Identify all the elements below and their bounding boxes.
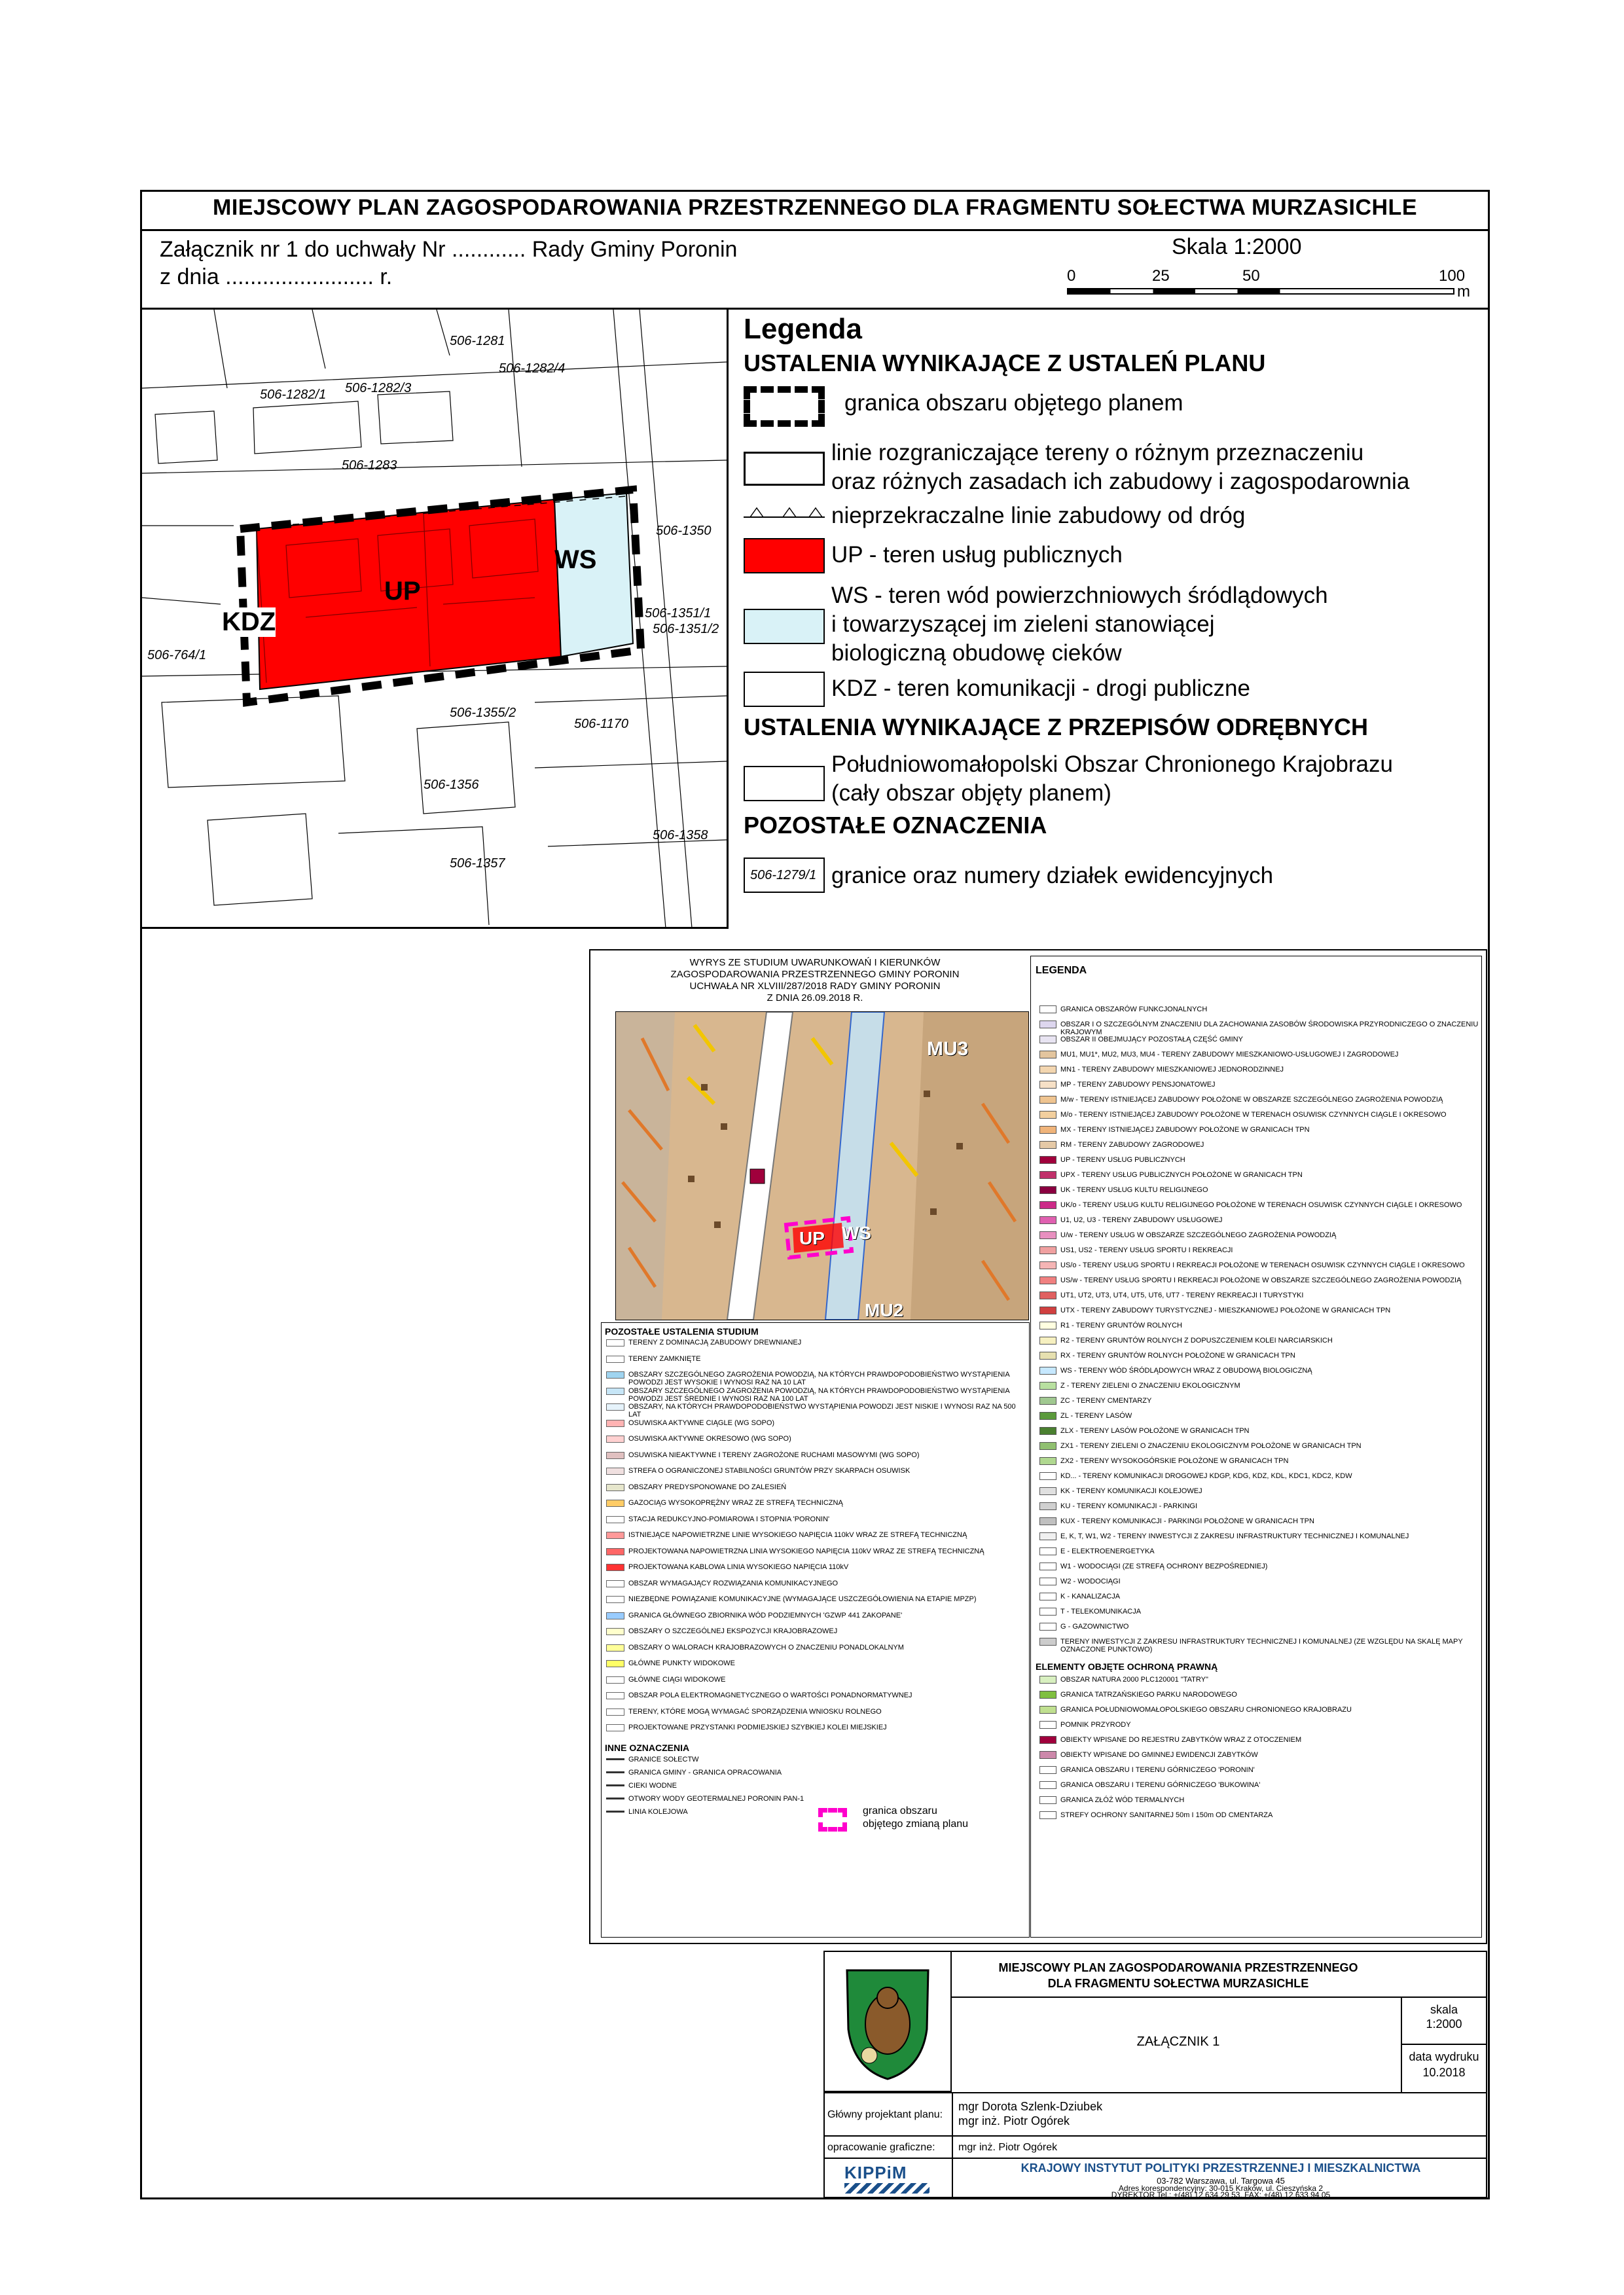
protected-swatch (1039, 1691, 1056, 1699)
pozostale-swatch (606, 1596, 624, 1603)
legend-section-plan: USTALENIA WYNIKAJĄCE Z USTALEŃ PLANU (744, 350, 1266, 376)
study-legend-item: ZL - TERENY LASÓW (1060, 1412, 1132, 1420)
plan-title: MIEJSCOWY PLAN ZAGOSPODAROWANIA PRZESTRZENNEGO DLA FRAGMENTU SOŁECTWA MURZASICHLE (213, 195, 1417, 220)
legend-kdz: KDZ - teren komunikacji - drogi publiczne (831, 676, 1250, 701)
tb-date-label: data wydruku (1409, 2050, 1479, 2063)
scale-tick-25: 25 (1152, 267, 1170, 285)
parcel-label: 506-1281 (450, 334, 505, 348)
study-legend-swatch (1039, 1081, 1056, 1089)
study-legend-swatch (1039, 1216, 1056, 1224)
study-legend-item: OBSZAR I O SZCZEGÓLNYM ZNACZENIU DLA ZACHOWANIA ZASOBÓW ŚRODOWISKA PRZYRODNICZEGO O ZNACZENIU KRAJOWYM (1060, 1021, 1479, 1036)
ws-swatch (744, 609, 825, 644)
pozostale-item: OSUWISKA AKTYWNE OKRESOWO (WG SOPO) (628, 1435, 791, 1443)
study-legend-swatch (1039, 1442, 1056, 1450)
pozostale-item: ISTNIEJĄCE NAPOWIETRZNE LINIE WYSOKIEGO NAPIĘCIA 110kV WRAZ ZE STREFĄ TECHNICZNĄ (628, 1531, 967, 1539)
study-legend-item: E - ELEKTROENERGETYKA (1060, 1547, 1155, 1555)
study-legend-item: TERENY INWESTYCJI Z ZAKRESU INFRASTRUKTURY TECHNICZNEJ I KOMUNALNEJ (ZE WZGLĘDU NA SKALĘ MAPY OZNACZONE PUNKTOWO) (1060, 1638, 1463, 1653)
inne-item: GRANICE SOŁECTW (628, 1756, 699, 1763)
scale-bar (1067, 267, 1473, 300)
pozostale-swatch (606, 1676, 624, 1684)
tb-institute: KRAJOWY INSTYTUT POLITYKI PRZESTRZENNEJ I MIESZKALNICTWA (1020, 2161, 1421, 2175)
inne-item: OTWORY WODY GEOTERMALNEJ PORONIN PAN-1 (628, 1795, 804, 1803)
study-legend-swatch (1039, 1126, 1056, 1134)
legend-section-other: POZOSTAŁE OZNACZENIA (744, 812, 1047, 839)
study-legend-item: U1, U2, U3 - TERENY ZABUDOWY USŁUGOWEJ (1060, 1216, 1223, 1224)
protected-item: GRANICA OBSZARU I TERENU GÓRNICZEGO 'PORONIN' (1060, 1766, 1255, 1774)
pozostale-item: STACJA REDUKCYJNO-POMIAROWA I STOPNIA 'PORONIN' (628, 1515, 830, 1523)
protected-item: OBIEKTY WPISANE DO GMINNEJ EWIDENCJI ZABYTKÓW (1060, 1751, 1258, 1759)
change-boundary-label-2: objętego zmianą planu (863, 1818, 969, 1830)
pozostale-item: OBSZARY O SZCZEGÓLNEJ EKSPOZYCJI KRAJOBRAZOWEJ (628, 1627, 838, 1635)
pozostale-item: TERENY, KTÓRE MOGĄ WYMAGAĆ SPORZĄDZENIA WNIOSKU ROLNEGO (628, 1708, 882, 1716)
zone-label-up: UP (384, 577, 421, 605)
pozostale-swatch (606, 1644, 624, 1652)
study-legend-item: RM - TERENY ZABUDOWY ZAGRODOWEJ (1060, 1141, 1204, 1149)
pozostale-swatch (606, 1628, 624, 1635)
study-legend-swatch (1039, 1051, 1056, 1058)
lines-symbol (744, 452, 825, 486)
study-legend-item: MX - TERENY ISTNIEJĄCEJ ZABUDOWY POŁOŻONE W GRANICACH TPN (1060, 1126, 1310, 1134)
tb-date-value: 10.2018 (1422, 2066, 1466, 2079)
study-legend-swatch (1039, 1578, 1056, 1585)
study-legend-swatch (1039, 1397, 1056, 1405)
kippim-logo-stripes (844, 2183, 929, 2194)
study-legend-item: KU - TERENY KOMUNIKACJI - PARKINGI (1060, 1502, 1198, 1510)
pozostale-item: TERENY ZAMKNIĘTE (628, 1355, 701, 1363)
study-legend-item: OBSZAR II OBEJMUJĄCY POZOSTAŁĄ CZĘŚĆ GMINY (1060, 1036, 1243, 1043)
study-legend-swatch (1039, 1427, 1056, 1435)
protected-item: GRANICA OBSZARU I TERENU GÓRNICZEGO 'BUKOWINA' (1060, 1781, 1261, 1789)
tb-graphics-name: mgr inż. Piotr Ogórek (958, 2142, 1058, 2153)
zone-label-kdz: KDZ (222, 607, 276, 636)
pozostale-item: TERENY Z DOMINACJĄ ZABUDOWY DREWNIANEJ (628, 1339, 802, 1346)
study-legend-item: U/w - TERENY USŁUG W OBSZARZE SZCZEGÓLNEGO ZAGROŻENIA POWODZIĄ (1060, 1231, 1337, 1239)
pozostale-item: GŁÓWNE CIĄGI WIDOKOWE (628, 1676, 726, 1684)
parcel-label: 506-1358 (653, 828, 708, 842)
inne-swatch (606, 1771, 624, 1773)
study-legend-swatch (1039, 1382, 1056, 1390)
study-legend-item: KK - TERENY KOMUNIKACJI KOLEJOWEJ (1060, 1487, 1202, 1495)
protected-item: STREFY OCHRONY SANITARNEJ 50m I 150m OD CMENTARZA (1060, 1811, 1273, 1819)
tb-attachment: ZAŁĄCZNIK 1 (1136, 2034, 1220, 2049)
study-label-mu3: MU3 (927, 1038, 969, 1060)
pozostale-swatch (606, 1708, 624, 1716)
tb-address-3: DYREKTOR Tel.: +(48) 12 634 29 53, FAX: +(48) 12 633 94 05 (1111, 2190, 1331, 2199)
pozostale-swatch (606, 1724, 624, 1731)
study-legend-swatch (1039, 1412, 1056, 1420)
study-legend-swatch (1039, 1096, 1056, 1104)
study-legend-swatch (1039, 1246, 1056, 1254)
pozostale-swatch (606, 1660, 624, 1667)
tb-row-line-3 (823, 2135, 1487, 2137)
study-legend-item: US1, US2 - TERENY USŁUG SPORTU I REKREACJI (1060, 1246, 1233, 1254)
tb-graphics-label: opracowanie graficzne: (827, 2142, 935, 2153)
tb-scale-label: skala (1430, 2003, 1458, 2016)
study-legend-swatch (1039, 1276, 1056, 1284)
study-legend-item: UT1, UT2, UT3, UT4, UT5, UT6, UT7 - TERENY REKREACJI I TURYSTYKI (1060, 1292, 1304, 1299)
legend-ws-1: WS - teren wód powierzchniowych śródlądowych (831, 583, 1328, 608)
pozostale-item: OBSZARY SZCZEGÓLNEGO ZAGROŻENIA POWODZIĄ, NA KTÓRYCH PRAWDOPODOBIEŃSTWO WYSTĄPIENIA POWODZI JEST WYSOKIE I WYNOSI RAZ NA 10 LAT (628, 1371, 1010, 1386)
study-legend-swatch (1039, 1547, 1056, 1555)
study-legend-swatch (1039, 1005, 1056, 1013)
pozostale-swatch (606, 1516, 624, 1523)
parcel-label: 506-1282/4 (499, 361, 566, 376)
tb-designer-label: Główny projektant planu: (827, 2109, 943, 2120)
pozostale-item: OBSZARY SZCZEGÓLNEGO ZAGROŻENIA POWODZIĄ, NA KTÓRYCH PRAWDOPODOBIEŃSTWO WYSTĄPIENIA POWODZI JEST ŚREDNIE I WYNOSI RAZ NA 100 LAT (628, 1387, 1010, 1403)
parcel-label: 506-1355/2 (450, 706, 516, 720)
study-legend-item: US/w - TERENY USŁUG SPORTU I REKREACJI POŁOŻONE W OBSZARZE SZCZEGÓLNEGO ZAGROŻENIA POWODZIĄ (1060, 1276, 1462, 1284)
protected-swatch (1039, 1811, 1056, 1819)
protected-item: POMNIK PRZYRODY (1060, 1721, 1131, 1729)
pozostale-item: OSUWISKA AKTYWNE CIĄGLE (WG SOPO) (628, 1419, 775, 1427)
zone-label-ws: WS (554, 545, 597, 574)
scale-label: Skala 1:2000 (1172, 234, 1302, 259)
study-title (602, 957, 1028, 1004)
legend-protected-2: (cały obszar objęty planem) (831, 780, 1111, 806)
study-title-4: Z DNIA 26.09.2018 R. (767, 992, 863, 1003)
pozostale-item: OBSZARY O WALORACH KRAJOBRAZOWYCH O ZNACZENIU PONADLOKALNYM (628, 1644, 904, 1652)
pozostale-swatch (606, 1500, 624, 1507)
study-legend-item: W1 - WODOCIĄGI (ZE STREFĄ OCHRONY BEZPOŚREDNIEJ) (1060, 1563, 1268, 1570)
protected-item: OBIEKTY WPISANE DO REJESTRU ZABYTKÓW WRAZ Z OTOCZENIEM (1060, 1736, 1302, 1744)
study-map (615, 1011, 1029, 1320)
study-legend-item: UTX - TERENY ZABUDOWY TURYSTYCZNEJ - MIESZKANIOWEJ POŁOŻONE W GRANICACH TPN (1060, 1307, 1391, 1314)
study-legend-swatch (1039, 1457, 1056, 1465)
protected-swatch (744, 766, 825, 801)
study-legend-item: R2 - TERENY GRUNTÓW ROLNYCH Z DOPUSZCZENIEM KOLEI NARCIARSKICH (1060, 1337, 1333, 1345)
study-legend-item: UPX - TERENY USŁUG PUBLICZNYCH POŁOŻONE W GRANICACH TPN (1060, 1171, 1303, 1179)
pozostale-item: OSUWISKA NIEAKTYWNE I TERENY ZAGROŻONE RUCHAMI MASOWYMI (WG SOPO) (628, 1451, 920, 1459)
scale-tick-100: 100 (1439, 267, 1466, 285)
study-legend-swatch (1039, 1337, 1056, 1345)
study-title-3: UCHWAŁA NR XLVIII/287/2018 RADY GMINY PORONIN (689, 981, 941, 992)
study-legend-item: E, K, T, W1, W2 - TERENY INWESTYCJI Z ZAKRESU INFRASTRUKTURY TECHNICZNEJ I KOMUNALNEJ (1060, 1532, 1409, 1540)
inne-swatch (606, 1798, 624, 1799)
scale-tick-0: 0 (1067, 267, 1076, 285)
protected-item: OBSZAR NATURA 2000 PLC120001 "TATRY" (1060, 1676, 1208, 1684)
pozostale-swatch (606, 1484, 624, 1491)
legend-ws-2: i towarzyszącej im zieleni stanowiącej (831, 611, 1215, 637)
study-legend-swatch (1039, 1036, 1056, 1043)
study-legend-swatch (1039, 1367, 1056, 1375)
protected-swatch (1039, 1766, 1056, 1774)
plan-map (142, 310, 727, 928)
study-legend-swatch (1039, 1156, 1056, 1164)
pozostale-swatch (606, 1692, 624, 1699)
study-legend-item: GRANICA OBSZARÓW FUNKCJONALNYCH (1060, 1005, 1208, 1013)
legend-section-other-regs: USTALENIA WYNIKAJĄCE Z PRZEPISÓW ODRĘBNYCH (744, 714, 1369, 740)
inne-item: GRANICA GMINY - GRANICA OPRACOWANIA (628, 1769, 782, 1777)
pozostale-swatch (606, 1452, 624, 1459)
study-legend-item: KD... - TERENY KOMUNIKACJI DROGOWEJ KDGP, KDG, KDZ, KDL, KDC1, KDC2, KDW (1060, 1472, 1352, 1480)
study-legend-item: MU1, MU1*, MU2, MU3, MU4 - TERENY ZABUDOWY MIESZKANIOWO-USŁUGOWEJ I ZAGRODOWEJ (1060, 1051, 1399, 1058)
study-label-up: UP (799, 1228, 825, 1248)
pozostale-swatch (606, 1388, 624, 1395)
pozostale-swatch (606, 1532, 624, 1539)
protected-swatch (1039, 1706, 1056, 1714)
kippim-logo-text: KIPPiM (844, 2163, 907, 2182)
tb-row-line-1 (952, 1997, 1487, 1998)
study-legend-swatch (1039, 1186, 1056, 1194)
study-legend-swatch (1039, 1307, 1056, 1314)
pozostale-swatch (606, 1356, 624, 1363)
parcel-label: 506-1282/3 (345, 381, 412, 395)
study-label-mu2: MU2 (865, 1300, 904, 1320)
study-legend-item: KUX - TERENY KOMUNIKACJI - PARKINGI POŁOŻONE W GRANICACH TPN (1060, 1517, 1314, 1525)
study-legend-item: M/o - TERENY ISTNIEJĄCEJ ZABUDOWY POŁOŻONE W TERENACH OSUWISK CZYNNYCH CIĄGLE I OKRESOWO (1060, 1111, 1447, 1119)
study-legend-swatch (1039, 1171, 1056, 1179)
study-legend-swatch (1039, 1638, 1056, 1646)
study-legend-item: UK/o - TERENY USŁUG KULTU RELIGIJNEGO POŁOŻONE W TERENACH OSUWISK CZYNNYCH CIĄGLE I OKRESOWO (1060, 1201, 1462, 1209)
study-legend-item: UK - TERENY USŁUG KULTU RELIGIJNEGO (1060, 1186, 1208, 1194)
parcel-label: 506-1350 (656, 524, 712, 538)
pozostale-item: PROJEKTOWANE PRZYSTANKI PODMIEJSKIEJ SZYBKIEJ KOLEI MIEJSKIEJ (628, 1724, 887, 1731)
map-divider-v (727, 308, 729, 928)
pozostale-item: PROJEKTOWANA KABLOWA LINIA WYSOKIEGO NAPIĘCIA 110kV (628, 1563, 849, 1571)
tb-address-1: 03-782 Warszawa, ul. Targowa 45 (1157, 2176, 1285, 2186)
study-legend-swatch (1039, 1593, 1056, 1600)
pozostale-swatch (606, 1564, 624, 1571)
study-legend-item: W2 - WODOCIĄGI (1060, 1578, 1121, 1585)
protected-title: ELEMENTY OBJĘTE OCHRONĄ PRAWNĄ (1036, 1661, 1218, 1672)
study-legend-swatch (1039, 1066, 1056, 1074)
study-legend-swatch (1039, 1201, 1056, 1209)
tb-row-line-4 (823, 2158, 1487, 2159)
study-legend-item: MN1 - TERENY ZABUDOWY MIESZKANIOWEJ JEDNORODZINNEJ (1060, 1066, 1284, 1074)
kippim-logo (844, 2163, 929, 2196)
study-title-2: ZAGOSPODAROWANIA PRZESTRZENNEGO GMINY PORONIN (670, 969, 960, 980)
pozostale-item: OBSZARY, NA KTÓRYCH PRAWDOPODOBIEŃSTWO WYSTĄPIENIA POWODZI JEST NISKIE I WYNOSI RAZ NA 500 LAT (628, 1403, 1016, 1419)
building-line-symbol (744, 504, 825, 520)
protected-swatch (1039, 1781, 1056, 1789)
pozostale-item: STREFA O OGRANICZONEJ STABILNOŚCI GRUNTÓW PRZY SKARPACH OSUWISK (628, 1467, 911, 1475)
legend-boundary: granica obszaru objętego planem (844, 390, 1183, 416)
study-legend-item: UP - TERENY USŁUG PUBLICZNYCH (1060, 1156, 1185, 1164)
pozostale-item: GŁÓWNE PUNKTY WIDOKOWE (628, 1659, 735, 1667)
attachment-line: Załącznik nr 1 do uchwały Nr ............ Rady Gminy Poronin (160, 237, 738, 262)
pozostale-swatch (606, 1468, 624, 1475)
coat-of-arms (843, 1964, 932, 2082)
protected-swatch (1039, 1721, 1056, 1729)
protected-swatch (1039, 1676, 1056, 1684)
study-legend-title: LEGENDA (1036, 965, 1087, 976)
protected-item: GRANICA TATRZAŃSKIEGO PARKU NARODOWEGO (1060, 1691, 1237, 1699)
inne-swatch (606, 1758, 624, 1760)
pozostale-title: POZOSTAŁE USTALENIA STUDIUM (605, 1326, 759, 1337)
study-legend-swatch (1039, 1352, 1056, 1360)
parcel-label: 506-1282/1 (260, 388, 327, 402)
scale-bar-graphic (1067, 288, 1454, 295)
legend-building-lines: nieprzekraczalne linie zabudowy od dróg (831, 503, 1246, 528)
study-legend-swatch (1039, 1608, 1056, 1616)
pozostale-item: OBSZAR WYMAGAJĄCY ROZWIĄZANIA KOMUNIKACYJNEGO (628, 1580, 839, 1587)
tb-scale-value: 1:2000 (1426, 2017, 1462, 2031)
pozostale-swatch (606, 1436, 624, 1443)
legend-title: Legenda (744, 313, 862, 345)
study-legend-swatch (1039, 1472, 1056, 1480)
inne-swatch (606, 1784, 624, 1786)
change-boundary-symbol (818, 1808, 847, 1832)
ws-zone (554, 493, 633, 657)
legend-parcels: granice oraz numery działek ewidencyjnych (831, 863, 1274, 888)
header-divider (140, 229, 1490, 231)
parcel-label: 506-1351/2 (653, 622, 719, 636)
study-legend-item: ZX2 - TERENY WYSOKOGÓRSKIE POŁOŻONE W GRANICACH TPN (1060, 1457, 1289, 1465)
study-legend-item: K - KANALIZACJA (1060, 1593, 1121, 1600)
legend-lines-2: oraz różnych zasadach ich zabudowy i zagospodarownia (831, 469, 1410, 494)
legend-up: UP - teren usług publicznych (831, 542, 1123, 568)
study-legend-swatch (1039, 1322, 1056, 1329)
change-boundary-label-1: granica obszaru (863, 1805, 937, 1816)
protected-item: GRANICA ZŁÓŻ WÓD TERMALNYCH (1060, 1796, 1185, 1804)
protected-swatch (1039, 1736, 1056, 1744)
study-legend-item: G - GAZOWNICTWO (1060, 1623, 1129, 1631)
study-legend-swatch (1039, 1111, 1056, 1119)
tb-designer-2: mgr inż. Piotr Ogórek (958, 2114, 1070, 2127)
pozostale-item: OBSZARY PREDYSPONOWANE DO ZALESIEŃ (628, 1483, 787, 1491)
study-legend-item: M/w - TERENY ISTNIEJĄCEJ ZABUDOWY POŁOŻONE W OBSZARZE SZCZEGÓLNEGO ZAGROŻENIA POWODZIĄ (1060, 1096, 1443, 1104)
study-label-ws: WS (842, 1223, 872, 1243)
pozostale-item: OBSZAR POLA ELEKTROMAGNETYCZNEGO O WARTOŚCI PONADNORMATYWNEJ (628, 1691, 912, 1699)
pozostale-swatch (606, 1612, 624, 1619)
date-line: z dnia ........................ r. (160, 264, 393, 289)
inne-item: CIEKI WODNE (628, 1782, 677, 1790)
map-divider-h (140, 927, 729, 929)
parcel-label: 506-1357 (450, 856, 505, 871)
tb-designer-1: mgr Dorota Szlenk-Dziubek (958, 2100, 1103, 2113)
tb-plan-title-2: DLA FRAGMENTU SOŁECTWA MURZASICHLE (1047, 1977, 1309, 1990)
tb-scale-line (1401, 2044, 1487, 2045)
pozostale-swatch (606, 1420, 624, 1427)
tb-row-line-2 (823, 2092, 1487, 2093)
pozostale-item: GAZOCIĄG WYSOKOPRĘŻNY WRAZ ZE STREFĄ TECHNICZNĄ (628, 1499, 843, 1507)
scale-unit: m (1457, 283, 1470, 300)
study-legend-item: T - TELEKOMUNIKACJA (1060, 1608, 1142, 1616)
inne-title: INNE OZNACZENIA (605, 1743, 690, 1753)
parcel-sample-label: 506-1279/1 (750, 868, 817, 882)
parcel-label: 506-1351/1 (645, 606, 712, 621)
pozostale-item: PROJEKTOWANA NAPOWIETRZNA LINIA WYSOKIEGO NAPIĘCIA 110kV WRAZ ZE STREFĄ TECHNICZNĄ (628, 1547, 984, 1555)
study-legend-swatch (1039, 1623, 1056, 1631)
study-legend-item: R1 - TERENY GRUNTÓW ROLNYCH (1060, 1322, 1183, 1329)
pozostale-item: NIEZBĘDNE POWIĄZANIE KOMUNIKACYJNE (WYMAGAJĄCE USZCZEGÓŁOWIENIA NA ETAPIE MPZP) (628, 1595, 977, 1603)
study-legend-swatch (1039, 1502, 1056, 1510)
inne-item: LINIA KOLEJOWA (628, 1808, 688, 1816)
protected-item: GRANICA POŁUDNIOWOMAŁOPOLSKIEGO OBSZARU CHRONIONEGO KRAJOBRAZU (1060, 1706, 1352, 1714)
protected-swatch (1039, 1796, 1056, 1804)
pozostale-swatch (606, 1403, 624, 1411)
study-legend-swatch (1039, 1021, 1056, 1028)
study-legend-item: WS - TERENY WÓD ŚRÓDLĄDOWYCH WRAZ Z OBUDOWĄ BIOLOGICZNĄ (1060, 1367, 1312, 1375)
pozostale-swatch (606, 1548, 624, 1555)
tb-plan-title-1: MIEJSCOWY PLAN ZAGOSPODAROWANIA PRZESTRZENNEGO (998, 1961, 1358, 1974)
inne-swatch (606, 1811, 624, 1813)
study-legend-item: Z - TERENY ZIELENI O ZNACZENIU EKOLOGICZNYM (1060, 1382, 1240, 1390)
pozostale-swatch (606, 1339, 624, 1346)
study-legend-swatch (1039, 1532, 1056, 1540)
study-legend-swatch (1039, 1563, 1056, 1570)
boundary-symbol (744, 386, 825, 427)
tb-address-2: Adres korespondencyjny: 30-015 Kraków, ul. Cieszyńska 2 (1118, 2184, 1324, 2193)
legend-protected-1: Południowomałopolski Obszar Chronionego Krajobrazu (831, 751, 1393, 777)
parcel-label: 506-1356 (424, 778, 479, 792)
legend-ws-3: biologiczną obudowę cieków (831, 640, 1122, 666)
tb-vline-2 (952, 2092, 953, 2198)
parcel-label: 506-1283 (342, 458, 397, 473)
pozostale-swatch (606, 1580, 624, 1587)
up-swatch (744, 538, 825, 573)
study-legend-item: RX - TERENY GRUNTÓW ROLNYCH POŁOŻONE W GRANICACH TPN (1060, 1352, 1295, 1360)
study-legend-item: ZLX - TERENY LASÓW POŁOŻONE W GRANICACH TPN (1060, 1427, 1250, 1435)
study-legend-item: US/o - TERENY USŁUG SPORTU I REKREACJI POŁOŻONE W TERENACH OSUWISK CZYNNYCH CIĄGLE I OKRESOWO (1060, 1261, 1465, 1269)
protected-swatch (1039, 1751, 1056, 1759)
legend-lines-1: linie rozgraniczające tereny o różnym przeznaczeniu (831, 440, 1364, 465)
pozostale-swatch (606, 1371, 624, 1379)
pozostale-item: GRANICA GŁÓWNEGO ZBIORNIKA WÓD PODZIEMNYCH 'GZWP 441 ZAKOPANE' (628, 1612, 903, 1619)
study-legend-swatch (1039, 1141, 1056, 1149)
study-legend-swatch (1039, 1487, 1056, 1495)
kdz-swatch (744, 672, 825, 707)
study-title-1: WYRYS ZE STUDIUM UWARUNKOWAŃ I KIERUNKÓW (689, 957, 941, 968)
scale-tick-50: 50 (1242, 267, 1260, 285)
study-legend-swatch (1039, 1231, 1056, 1239)
study-legend-item: ZC - TERENY CMENTARZY (1060, 1397, 1152, 1405)
parcel-label: 506-764/1 (147, 648, 207, 662)
study-legend-item: MP - TERENY ZABUDOWY PENSJONATOWEJ (1060, 1081, 1216, 1089)
study-legend-swatch (1039, 1261, 1056, 1269)
study-legend-swatch (1039, 1517, 1056, 1525)
study-legend-swatch (1039, 1292, 1056, 1299)
parcel-label: 506-1170 (574, 717, 629, 731)
study-legend-item: ZX1 - TERENY ZIELENI O ZNACZENIU EKOLOGICZNYM POŁOŻONE W GRANICACH TPN (1060, 1442, 1362, 1450)
